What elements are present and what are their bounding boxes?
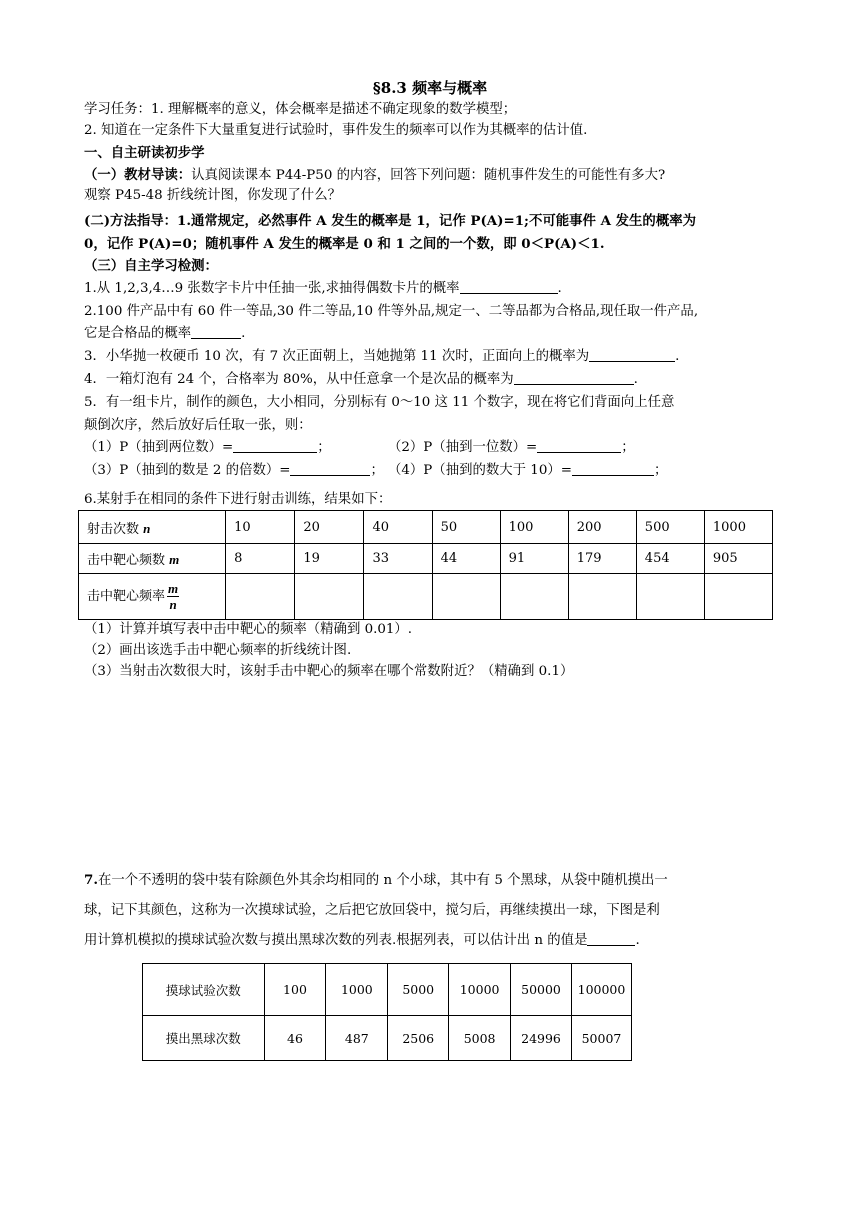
table-cell: 24996 [511, 1016, 572, 1061]
table-cell: 100000 [571, 964, 631, 1016]
semicolon: ； [621, 440, 635, 455]
table-cell: 33 [364, 544, 432, 574]
method-line-1: (二)方法指导：1.通常规定，必然事件 A 发生的概率是 1，记作 P(A)=1;不可能事件 A 发生的概率为 [84, 213, 696, 229]
question-5-part-2 [388, 438, 635, 458]
question-6-part-3: （3）当射击次数很大时，该射手击中靶心的频率在哪个常数附近？（精确到 0.1） [84, 664, 574, 679]
table-row [79, 511, 773, 544]
table-cell: 100 [264, 964, 326, 1016]
answer-blank-4[interactable] [514, 370, 634, 385]
row-header-shots: 射击次数 n [79, 511, 226, 544]
question-5-line-2: 颠倒次序，然后放好后任取一张，则： [84, 418, 312, 433]
answer-blank-1[interactable] [460, 279, 558, 294]
table-cell: 2506 [388, 1016, 449, 1061]
table-cell: 200 [568, 511, 636, 544]
table-cell: 50000 [511, 964, 572, 1016]
fraction-m-over-n: $\frac{m}{n}$ [168, 581, 179, 612]
question-2-line-2 [84, 324, 245, 344]
table-cell: 91 [500, 544, 568, 574]
question-7-line-2: 球，记下其颜色，这称为一次摸球试验，之后把它放回袋中，搅匀后，再继续摸出一球，下图是利 [84, 903, 660, 918]
answer-cell[interactable] [364, 574, 432, 620]
row-header-black-balls: 摸出黑球次数 [143, 1016, 265, 1061]
question-3 [84, 347, 679, 367]
table-cell: 5008 [449, 1016, 511, 1061]
task-line-1: 学习任务：1. 理解概率的意义，体会概率是描述不确定现象的数学模型； [84, 102, 517, 117]
table-row [79, 574, 773, 620]
answer-blank-3[interactable] [589, 347, 675, 362]
table-cell: 1000 [326, 964, 388, 1016]
question-7-line-3 [84, 931, 640, 951]
table-cell: 10000 [449, 964, 511, 1016]
guide-line-1 [84, 165, 665, 186]
question-1 [84, 279, 562, 299]
question-5-part-2-text: （2）P（抽到一位数）= [388, 440, 538, 455]
answer-blank-5-4[interactable] [572, 461, 654, 476]
answer-cell[interactable] [636, 574, 704, 620]
question-6-part-2: （2）画出该选手击中靶心频率的折线统计图. [84, 643, 352, 658]
table-cell: 50007 [571, 1016, 631, 1061]
page-title: §8.3 频率与概率 [372, 79, 488, 97]
table-row [143, 1016, 632, 1061]
question-5-line-1: 5．有一组卡片，制作的颜色，大小相同，分别标有 0～10 这 11 个数字，现在将它们背面向上任意 [84, 395, 675, 410]
question-7-end: . [635, 933, 640, 948]
question-7-text-1: 在一个不透明的袋中装有除颜色外其余均相同的 n 个小球，其中有 5 个黑球，从袋中随机摸出一 [97, 873, 668, 888]
question-7-number: 7. [84, 872, 98, 888]
question-6: 6.某射手在相同的条件下进行射击训练，结果如下： [84, 492, 392, 507]
semicolon: ； [653, 463, 668, 478]
table-cell: 19 [295, 544, 364, 574]
table-cell: 905 [704, 544, 772, 574]
table-cell: 487 [326, 1016, 388, 1061]
section-heading-1: 一、自主研读初步学 [84, 145, 205, 161]
ball-trial-table [142, 963, 632, 1061]
table-cell: 44 [432, 544, 500, 574]
task-line-2: 2. 知道在一定条件下大量重复进行试验时，事件发生的频率可以作为其概率的估计值. [84, 123, 588, 138]
question-4-text: 4．一箱灯泡有 24 个，合格率为 80%，从中任意拿一个是次品的概率为 [84, 372, 514, 387]
table-cell: 454 [636, 544, 704, 574]
guide-label: （一）教材导读： [84, 167, 192, 183]
question-5-part-4-text: （4）P（抽到的数大于 10）= [388, 463, 572, 478]
section-heading-3: （三）自主学习检测： [84, 258, 218, 274]
question-1-end: . [557, 281, 562, 296]
table-cell: 20 [295, 511, 364, 544]
answer-cell[interactable] [295, 574, 364, 620]
answer-cell[interactable] [500, 574, 568, 620]
question-3-text: 3．小华抛一枚硬币 10 次，有 7 次正面朝上，当她抛第 11 次时，正面向上的概率为 [84, 349, 590, 364]
answer-cell[interactable] [704, 574, 772, 620]
question-6-part-1: （1）计算并填写表中击中靶心的频率（精确到 0.01）. [84, 622, 413, 637]
table-cell: 500 [636, 511, 704, 544]
answer-blank-5-1[interactable] [233, 438, 317, 453]
row-header-hits: 击中靶心频数 m [79, 544, 226, 574]
table-cell: 179 [568, 544, 636, 574]
table-cell: 10 [226, 511, 295, 544]
table-cell: 50 [432, 511, 500, 544]
table-cell: 100 [500, 511, 568, 544]
question-5-part-1-text: （1）P（抽到两位数）= [84, 440, 234, 455]
question-2-line-1: 2.100 件产品中有 60 件一等品,30 件二等品,10 件等外品,规定一、二等品都为合格品,现任取一件产品, [84, 304, 699, 319]
question-7-line-1 [84, 870, 668, 891]
answer-cell[interactable] [568, 574, 636, 620]
table-cell: 5000 [388, 964, 449, 1016]
method-line-2: 0，记作 P(A)=0；随机事件 A 发生的概率是 0 和 1 之间的一个数，即 0＜P(A)＜1. [84, 236, 605, 252]
question-5-part-3-text: （3）P（抽到的数是 2 的倍数）= [84, 463, 291, 478]
question-7-text-3: 用计算机模拟的摸球试验次数与摸出黑球次数的列表.根据列表，可以估计出 n 的值是 [84, 933, 588, 948]
shooting-table [78, 510, 773, 620]
row-header-frequency: 击中靶心频率 $\frac{m}{n}$ [79, 574, 226, 620]
question-5-part-3 [84, 461, 384, 481]
answer-blank-7[interactable] [587, 931, 635, 946]
question-4 [84, 370, 638, 390]
table-row [79, 544, 773, 574]
table-row [143, 964, 632, 1016]
row-header-trials: 摸球试验次数 [143, 964, 265, 1016]
table-cell: 40 [364, 511, 432, 544]
question-1-text: 1.从 1,2,3,4…9 张数字卡片中任抽一张,求抽得偶数卡片的概率 [84, 281, 460, 296]
question-5-part-4 [388, 461, 667, 481]
question-4-end: . [633, 372, 638, 387]
guide-text: 认真阅读课本 P44-P50 的内容，回答下列问题：随机事件发生的可能性有多大? [191, 168, 666, 183]
question-2-end: . [241, 326, 246, 341]
question-3-end: . [675, 349, 680, 364]
table-cell: 46 [264, 1016, 326, 1061]
answer-blank-2[interactable] [191, 324, 241, 339]
table-cell: 1000 [704, 511, 772, 544]
answer-cell[interactable] [226, 574, 295, 620]
question-5-part-1 [84, 438, 331, 458]
answer-blank-5-2[interactable] [537, 438, 621, 453]
answer-blank-5-3[interactable] [290, 461, 370, 476]
semicolon: ； [370, 463, 384, 478]
guide-line-2: 观察 P45-48 折线统计图，你发现了什么？ [84, 188, 341, 203]
table-cell: 8 [226, 544, 295, 574]
answer-cell[interactable] [432, 574, 500, 620]
semicolon: ； [317, 440, 331, 455]
question-2-text: 它是合格品的概率 [84, 326, 192, 341]
